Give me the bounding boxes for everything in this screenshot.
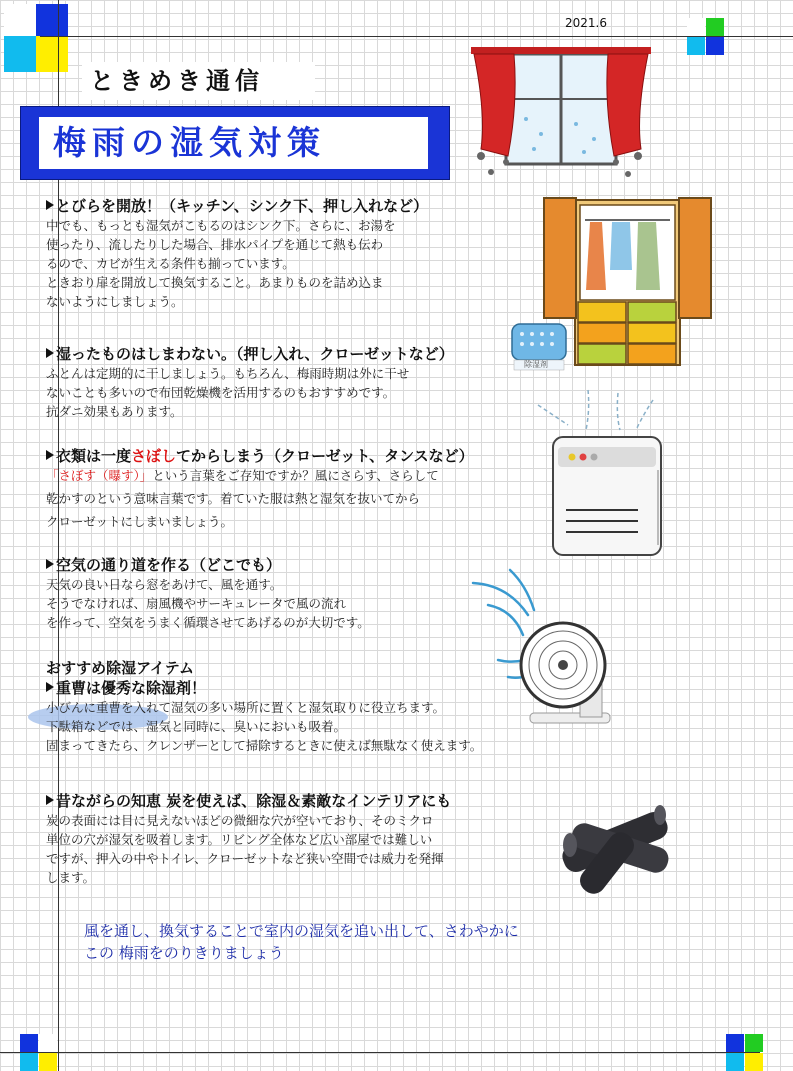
section-body: 小びんに重曹を入れて湿気の多い場所に置くと湿気取りに役立ちます。 下駄箱などでは、湿気と同時に、臭いにおいも吸着。 固まってきたら、クレンザーとして掃除するときに使えば無駄なく使えます。 — [46, 700, 483, 753]
section-body: 「さぼす（曝す）」という言葉をご存知ですか？風にさらす、さらして 乾かすのという意味言葉です。着ていた服は熱と湿気を抜いてから クローゼットにしまいましょう。 — [46, 468, 439, 529]
section-heading: とびらを開放！（キッチン、シンク下、押し入れなど） — [46, 196, 428, 216]
charcoal-illustration — [550, 790, 680, 900]
newsletter-name: ときめき通信 — [82, 62, 315, 100]
window-curtain-illustration — [466, 44, 656, 184]
section-air-path — [46, 555, 370, 632]
triangle-bullet-icon — [46, 450, 54, 460]
section-recommended-items — [46, 658, 482, 755]
section-heading: 湿ったものはしまわない。（押し入れ、クローゼットなど） — [46, 344, 454, 364]
section-body: 中でも、もっとも湿気がこもるのはシンク下。さらに、お湯を 使ったり、流したりした場合、排水パイプを通じて熱も伝わ るので、カビが生える条件も揃っています。 ときおり扉を開放して換気すること。あまりものを詰め込ま ないようにしましょう。 — [46, 218, 396, 309]
triangle-bullet-icon — [46, 559, 54, 569]
section-heading: 衣類は一度さぼしてからしまう（クローゼット、タンスなど） — [46, 446, 474, 466]
issue-date: 2021.6 — [565, 16, 607, 30]
bottom-rule — [0, 1052, 760, 1053]
section-open-doors — [46, 196, 428, 311]
closing-message: 風を通し、換気することで室内の湿気を追い出して、さわやかに この 梅雨をのりきりましょう — [84, 922, 519, 962]
triangle-bullet-icon — [46, 200, 54, 210]
section-heading: 昔ながらの知恵 炭を使えば、除湿＆素敵なインテリアにも — [46, 791, 451, 811]
section-heading: 重曹は優秀な除湿剤！ — [46, 678, 482, 698]
section-charcoal — [46, 791, 451, 887]
section-heading: 空気の通り道を作る（どこでも） — [46, 555, 370, 575]
subsection-title: おすすめ除湿アイテム — [46, 659, 195, 677]
section-body: 天気の良い日なら窓をあけて、風を通す。 そうでなければ、扇風機やサーキュレータで風の流れ を作って、空気をうまく循環させてあげるのが大切です。 — [46, 577, 370, 630]
triangle-bullet-icon — [46, 348, 54, 358]
air-purifier-illustration — [528, 385, 678, 570]
section-dont-store-damp — [46, 344, 454, 421]
top-rule — [40, 36, 793, 37]
circulator-fan-illustration — [468, 565, 618, 730]
section-air-clothes — [46, 446, 474, 531]
section-body: ふとんは定期的に干しましょう。もちろん、梅雨時期は外に干せ ないことも多いので布団乾燥機を活用するのもおすすめです。 抗ダニ効果もあります。 — [46, 366, 410, 419]
triangle-bullet-icon — [46, 795, 54, 805]
page-title: 梅雨の湿気対策 — [39, 117, 428, 169]
title-banner — [20, 106, 450, 180]
dehumidifier-label: 除湿剤 — [524, 360, 548, 369]
triangle-bullet-icon — [46, 682, 54, 692]
section-body: 炭の表面には目に見えないほどの微細な穴が空いており、そのミクロ 単位の穴が湿気を吸着します。リビング全体など広い部屋では難しい ですが、押入の中やトイレ、クローゼットなど狭い空間では威力を発揮 します。 — [46, 813, 444, 885]
